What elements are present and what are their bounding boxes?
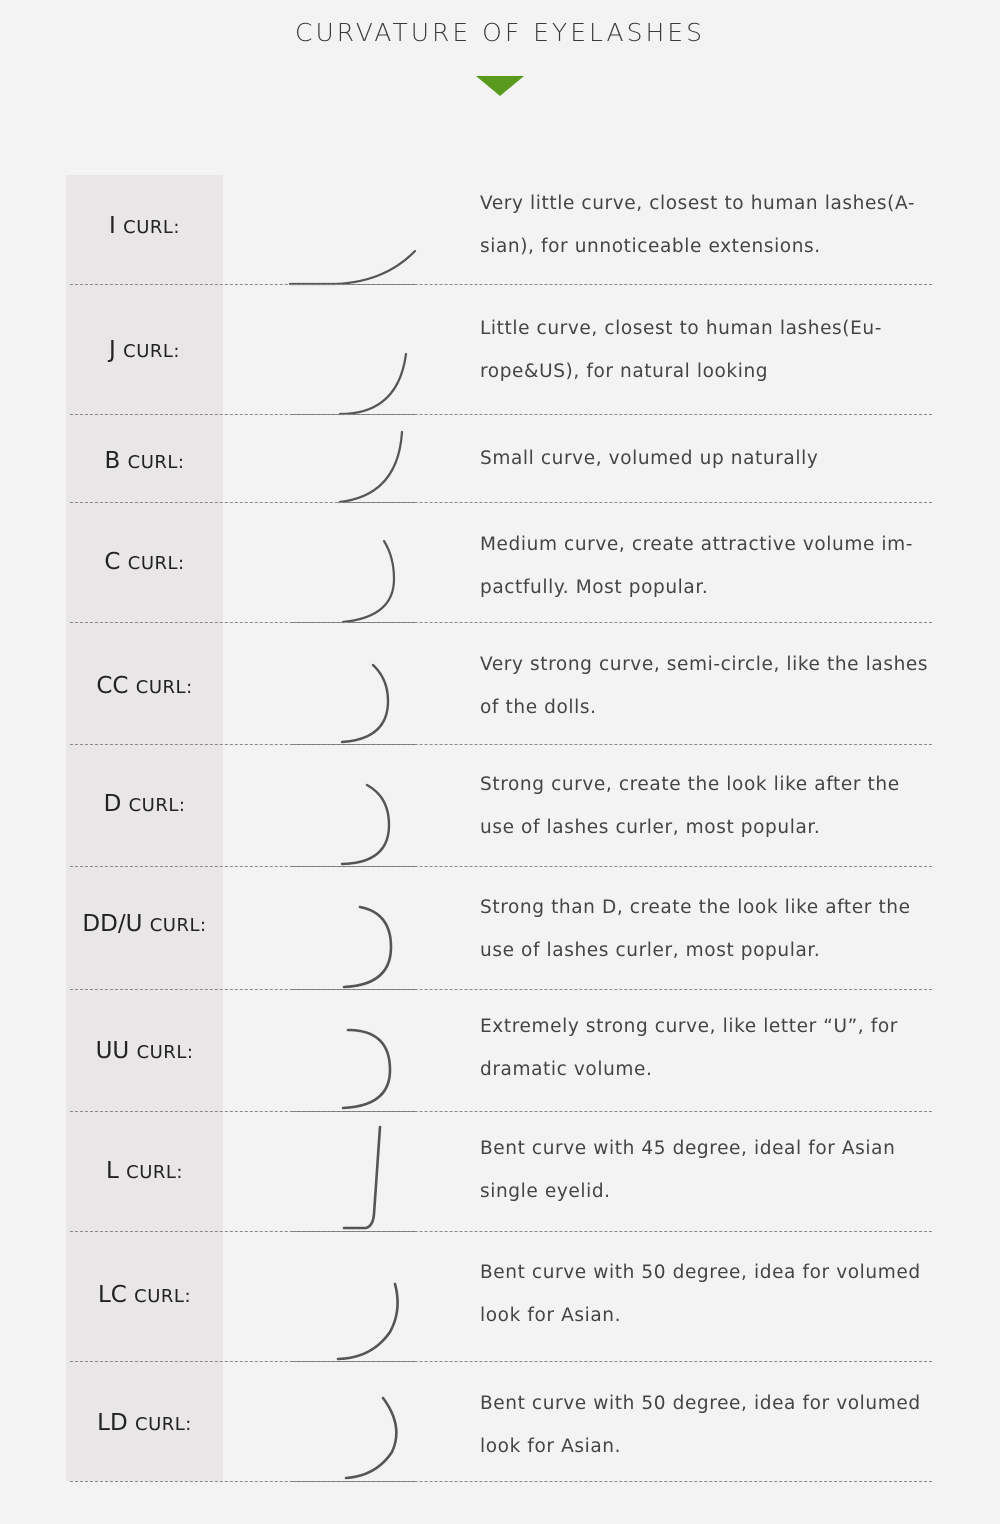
curl-type: UU [95, 1038, 130, 1064]
curl-suffix: CURL: [127, 553, 185, 574]
curve-i-icon [280, 245, 425, 285]
curl-suffix: CURL: [149, 915, 207, 936]
curl-description: Bent curve with 50 degree, idea for volumed look for Asian. [480, 1393, 921, 1457]
curl-type: L [106, 1158, 119, 1184]
curl-label [66, 549, 223, 575]
curl-description: Small curve, volumed up naturally [480, 448, 819, 469]
curl-suffix: CURL: [123, 341, 180, 362]
curl-type: CC [96, 673, 129, 699]
curve-lc-icon [280, 1282, 425, 1362]
curl-label [66, 1158, 223, 1184]
curl-type: LC [97, 1282, 127, 1308]
curl-label [66, 1038, 223, 1064]
curl-description: Very strong curve, semi-circle, like the lashes of the dolls. [480, 654, 929, 718]
curve-ld-icon [280, 1396, 425, 1482]
table-row [0, 1232, 1000, 1362]
curl-label [66, 911, 223, 937]
curl-description: Medium curve, create attractive volume im-pactfully. Most popular. [480, 534, 914, 598]
curl-type: DD/U [82, 911, 143, 937]
table-row [0, 175, 1000, 285]
curl-type: J [109, 337, 116, 363]
curl-suffix: CURL: [128, 795, 186, 816]
curl-suffix: CURL: [127, 452, 185, 473]
table-row [0, 415, 1000, 503]
table-row [0, 990, 1000, 1112]
curl-label [66, 1282, 223, 1308]
curl-type: LD [97, 1410, 128, 1436]
chevron-down-icon [476, 76, 524, 98]
table-row [0, 745, 1000, 867]
curve-b-icon [280, 429, 425, 503]
curl-description: Strong curve, create the look like after the use of lashes curler, most popular. [480, 774, 900, 838]
table-row [0, 285, 1000, 415]
curve-ddu-icon [280, 905, 425, 990]
table-row [0, 867, 1000, 990]
curl-label [66, 791, 223, 817]
curl-description: Strong than D, create the look like after the use of lashes curler, most popular. [480, 897, 911, 961]
curl-type: D [103, 791, 122, 817]
curl-description: Very little curve, closest to human lashes(A-sian), for unnoticeable extensions. [480, 193, 916, 257]
page-title: CURVATURE OF EYELASHES [295, 18, 705, 47]
curl-label [66, 448, 223, 474]
curve-j-icon [280, 351, 425, 415]
divider [70, 1481, 932, 1482]
curl-suffix: CURL: [135, 1414, 192, 1435]
curl-label [66, 337, 223, 363]
curl-suffix: CURL: [123, 217, 180, 238]
curl-suffix: CURL: [135, 677, 193, 698]
curl-type: C [104, 549, 121, 575]
curl-suffix: CURL: [136, 1042, 194, 1063]
curl-label [66, 1410, 223, 1436]
curve-uu-icon [280, 1028, 425, 1112]
curl-description: Bent curve with 50 degree, idea for volumed look for Asian. [480, 1262, 921, 1326]
curve-l-icon [280, 1124, 425, 1232]
table-row [0, 1112, 1000, 1232]
curl-suffix: CURL: [126, 1162, 183, 1183]
curve-c-icon [280, 539, 425, 623]
curl-label [66, 673, 223, 699]
curve-cc-icon [280, 661, 425, 745]
curl-type: B [104, 448, 121, 474]
curl-suffix: CURL: [134, 1286, 192, 1307]
curl-description: Bent curve with 45 degree, ideal for Asian single eyelid. [480, 1138, 896, 1202]
curl-label [66, 213, 223, 239]
table-row [0, 503, 1000, 623]
table-row [0, 623, 1000, 745]
curl-type: I [109, 213, 116, 239]
table-row [0, 1362, 1000, 1482]
curve-d-icon [280, 783, 425, 867]
curl-description: Extremely strong curve, like letter “U”, for dramatic volume. [480, 1016, 898, 1080]
curl-description: Little curve, closest to human lashes(Eu-rope&US), for natural looking [480, 318, 883, 382]
